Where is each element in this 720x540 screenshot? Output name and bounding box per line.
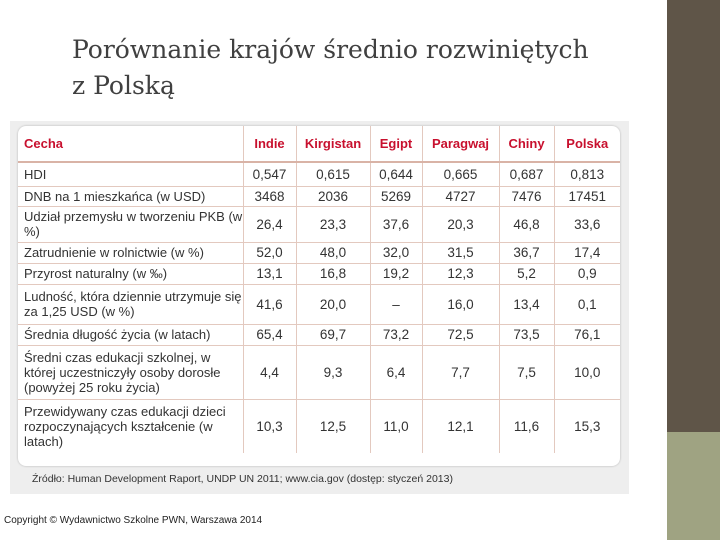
slide-title-line1: Porównanie krajów średnio rozwiniętych: [72, 35, 589, 64]
slide-title-line2: z Polską: [72, 71, 175, 100]
table-row: [18, 242, 620, 263]
row-label: Średnia długość życia (w latach): [18, 324, 243, 345]
table-cell: 23,3: [296, 206, 370, 242]
table-row: [18, 284, 620, 324]
row-label: Udział przemysłu w tworzeniu PKB (w %): [18, 206, 243, 242]
table-cell: 17,4: [554, 242, 620, 263]
table-cell: 0,547: [243, 162, 296, 186]
table-cell: 73,5: [499, 324, 554, 345]
table-cell: 52,0: [243, 242, 296, 263]
table-cell: 16,0: [422, 284, 499, 324]
table-cell: 0,615: [296, 162, 370, 186]
table-cell: 73,2: [370, 324, 422, 345]
copyright-note: Copyright © Wydawnictwo Szkolne PWN, Warszawa 2014: [4, 515, 263, 526]
table-cell: 13,4: [499, 284, 554, 324]
table-cell: 65,4: [243, 324, 296, 345]
row-label: Przewidywany czas edukacji dzieci rozpoczynających kształcenie (w latach): [18, 399, 243, 453]
table-cell: 20,0: [296, 284, 370, 324]
header-cell-kirgistan: Kirgistan: [296, 126, 370, 162]
source-note: Źródło: Human Development Raport, UNDP UN 2011; www.cia.gov (dostęp: styczeń 2013): [32, 473, 453, 485]
table-cell: 33,6: [554, 206, 620, 242]
slide-title: [72, 32, 652, 104]
table-cell: 5269: [370, 186, 422, 206]
table-cell: 16,8: [296, 263, 370, 284]
table-cell: 0,9: [554, 263, 620, 284]
header-cell-paragwaj: Paragwaj: [422, 126, 499, 162]
table-cell: 4,4: [243, 345, 296, 399]
table-cell: 7,7: [422, 345, 499, 399]
comparison-table: [18, 126, 620, 453]
table-cell: 31,5: [422, 242, 499, 263]
row-label: Średni czas edukacji szkolnej, w której uczestniczyły osoby dorosłe (powyżej 25 roku życia): [18, 345, 243, 399]
header-cell-indie: Indie: [243, 126, 296, 162]
header-cell-polska: Polska: [554, 126, 620, 162]
table-cell: 9,3: [296, 345, 370, 399]
table-cell: 0,665: [422, 162, 499, 186]
row-label: Przyrost naturalny (w ‰): [18, 263, 243, 284]
table-cell: 72,5: [422, 324, 499, 345]
table-cell: 11,0: [370, 399, 422, 453]
table-row: [18, 162, 620, 186]
table-row: [18, 263, 620, 284]
header-cell-egipt: Egipt: [370, 126, 422, 162]
table-cell: 12,3: [422, 263, 499, 284]
table-cell: 17451: [554, 186, 620, 206]
table-cell: 36,7: [499, 242, 554, 263]
table-cell: 10,3: [243, 399, 296, 453]
table-row: [18, 345, 620, 399]
table-cell: 15,3: [574, 418, 601, 434]
row-label: HDI: [18, 162, 243, 186]
table-cell: 26,4: [243, 206, 296, 242]
table-cell: 4727: [422, 186, 499, 206]
table-figure: [10, 121, 629, 494]
table-row: [18, 324, 620, 345]
table-card: [18, 126, 620, 466]
header-cell-cecha: Cecha: [18, 126, 243, 162]
table-row: [18, 186, 620, 206]
table-cell: 37,6: [370, 206, 422, 242]
table-cell: 41,6: [243, 284, 296, 324]
table-cell: 7,5: [499, 345, 554, 399]
table-cell: 48,0: [296, 242, 370, 263]
table-cell: 69,7: [296, 324, 370, 345]
table-cell: 19,2: [370, 263, 422, 284]
table-cell: 2036: [296, 186, 370, 206]
table-cell: 0,644: [370, 162, 422, 186]
row-label: Zatrudnienie w rolnictwie (w %): [18, 242, 243, 263]
table-cell: 0,1: [554, 284, 620, 324]
table-cell: 20,3: [422, 206, 499, 242]
table-cell: 6,4: [370, 345, 422, 399]
table-cell: 46,8: [499, 206, 554, 242]
table-header-row: [18, 126, 620, 162]
sidebar-accent-light: [667, 432, 720, 540]
table-cell: 32,0: [370, 242, 422, 263]
table-row: [18, 399, 620, 453]
table-cell: 12,5: [296, 399, 370, 453]
sidebar-accent-dark: [667, 0, 720, 432]
table-cell: 12,1: [422, 399, 499, 453]
table-cell: 3468: [243, 186, 296, 206]
row-label: Ludność, która dziennie utrzymuje się za 1,25 USD (w %): [18, 284, 243, 324]
table-cell: 7476: [499, 186, 554, 206]
table-cell: 10,0: [554, 345, 620, 399]
table-cell: 11,6: [499, 399, 554, 453]
table-cell: –: [370, 284, 422, 324]
row-label: DNB na 1 mieszkańca (w USD): [18, 186, 243, 206]
table-row: [18, 206, 620, 242]
table-cell: 0,813: [554, 162, 620, 186]
table-cell: 13,1: [243, 263, 296, 284]
table-cell: 76,1: [554, 324, 620, 345]
header-cell-chiny: Chiny: [499, 126, 554, 162]
table-cell: 0,687: [499, 162, 554, 186]
table-cell: 5,2: [499, 263, 554, 284]
